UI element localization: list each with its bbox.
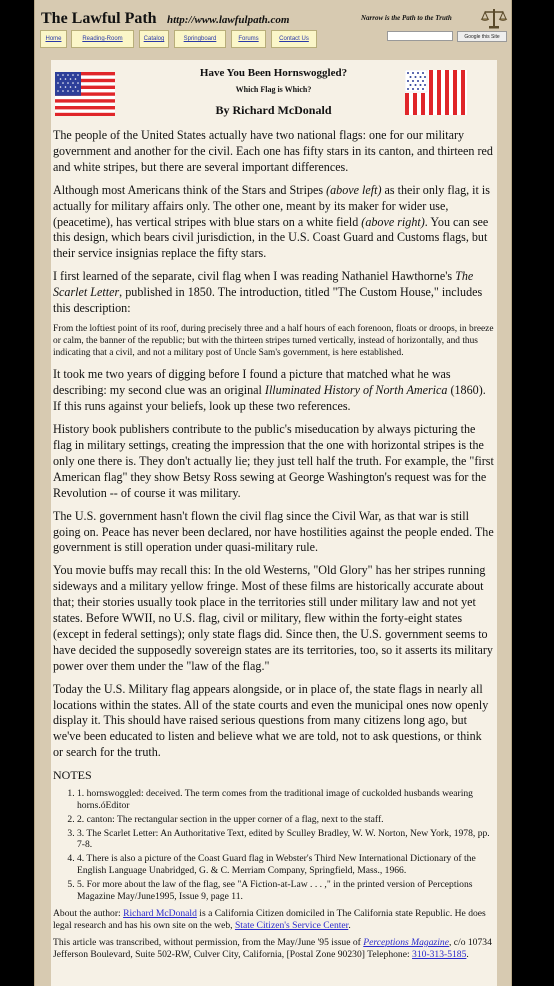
note-item: 2. 2. canton: The rectangular section in the upper corner of a flag, next to the staff. <box>77 814 494 826</box>
paragraph: The people of the United States actually have two national flags: one for our military government and another for the civil. Each one has fifty stars in its canton, and thirteen red and white stripes, but there are several important differences. <box>53 128 493 174</box>
text-run: , c/o 10734 Jefferson Boulevard, Suite 502-RW, Culver City, California, [Postal Zone 90230] Telephone: <box>53 936 492 960</box>
text-run: (1860). If this runs against your beliefs, look up these two references. <box>53 383 486 414</box>
book-title: The Scarlet Letter <box>53 269 474 300</box>
paragraph <box>53 367 494 415</box>
text-run: . <box>348 920 351 932</box>
site-url: http://www.lawfulpath.com <box>167 14 290 26</box>
text-run: It took me two years of digging before I found a picture that matched what he was describing: my second clue was an original <box>53 367 451 398</box>
paragraph <box>53 269 494 317</box>
text-run: (above right) <box>361 214 425 229</box>
nav-home[interactable]: Home <box>40 30 67 48</box>
book-title: Illuminated History of North America <box>264 383 448 398</box>
phone-link[interactable]: 310-313-5185 <box>412 948 467 960</box>
site-title[interactable]: The Lawful Path <box>41 10 157 27</box>
note-item: 5. 5. For more about the law of the flag, see "A Fiction-at-Law . . . ," in the printed version of Perceptions Magazine May/June1995, Issue 9, page 11. <box>77 879 494 903</box>
about-author <box>53 908 494 932</box>
text-run: This article was transcribed, without permission, from the May/June '95 issue of <box>53 936 364 948</box>
transcription-note <box>53 937 494 961</box>
service-center-link[interactable]: State Citizen's Service Center <box>234 920 349 932</box>
text-run: as their only flag, it is actually for military affairs only. The other one, meant by its maker for wider use, (peacetime), has vertical stripes with blue stars on a white field <box>53 182 490 229</box>
notes-list <box>53 788 494 902</box>
text-run: is a California Citizen domiciled in The California state Republic. He does legal research and has his own site on the web, <box>53 908 486 932</box>
text-run: About the author: <box>53 908 124 920</box>
nav-reading-room[interactable]: Reading-Room <box>71 30 134 48</box>
nav-springboard[interactable]: Springboard <box>174 30 226 48</box>
text-run: . You can see this design, which bears civil jurisdiction, in the U.S. Coast Guard and Customs flags, but their service insignias replace the fifty stars. <box>53 214 489 261</box>
nav-forums[interactable]: Forums <box>231 30 266 48</box>
nav-contact-us[interactable]: Contact Us <box>271 30 317 48</box>
page-frame <box>34 0 512 986</box>
blockquote: From the loftiest point of its roof, during precisely three and a half hours of each forenoon, floats or droops, in breeze or calm, the banner of the republic; but with the thirteen stripes turned vertically, instead of horizontally, and thus indicating that a civil, and not a military post of Uncle Sam's government, is here established. <box>53 323 494 358</box>
paragraph <box>53 183 494 263</box>
article-content <box>51 60 497 986</box>
paragraph: History book publishers contribute to the public's miseducation by always picturing the flag in military settings, creating the impression that the one with horizontal stripes is the only one there is. They don't actually lie; they just tell half the truth. For example, the "first American flag" they show Betsy Ross sewing at George Washington's request was for the Revolution -- of course it was military. <box>53 422 494 500</box>
text-run: I first learned of the separate, civil flag when I was reading Nathaniel Hawthorne's <box>53 269 456 284</box>
article-byline: By Richard McDonald <box>215 103 332 117</box>
paragraph: The U.S. government hasn't flown the civil flag since the Civil War, as that war is still going on. Peace has never been declared, nor have hostilities against the people ended. The government is still operation under quasi-military rule. <box>53 508 494 555</box>
article-subtitle: Which Flag is Which? <box>235 85 312 94</box>
note-item: 3. 3. The Scarlet Letter: An Authoritative Text, edited by Sculley Bradley, W. W. Norton, New York, 1978, pp. 7-8. <box>77 828 494 852</box>
us-civil-flag-image <box>405 70 467 115</box>
notes-heading: NOTES <box>53 768 92 783</box>
nav-catalog[interactable]: Catalog <box>139 30 169 48</box>
search-input[interactable] <box>387 31 453 41</box>
note-item: 1. 1. hornswoggled: deceived. The term comes from the traditional image of cuckolded husbands wearing horns.óEditor <box>77 788 494 812</box>
text-run: Although most Americans think of the Stars and Stripes <box>53 182 327 197</box>
us-military-flag-image <box>55 72 115 116</box>
paragraph: Today the U.S. Military flag appears alongside, or in place of, the state flags in nearly all locations within the states. All of the state courts and even the municipal ones now openly display it. This should have raised serious questions from many citizens long ago, but we've been educated to listen and believe what we are told, not to ask questions, or think or search for the truth. <box>53 681 489 760</box>
text-run: , published in 1850. The introduction, titled "The Custom House," includes this description: <box>53 285 483 316</box>
text-run: (above left) <box>326 182 382 197</box>
paragraph: You movie buffs may recall this: In the old Westerns, "Old Glory" has her stripes running sideways and a military yellow fringe. Most of these films are historically accurate about that; their stories usually took place in the territories still under military law and not yet states. Before WWII, no U.S. flag, civil or military, flew within the forty-eight states (except in federal settings); only state flags did. Since then, the U.S. government seems to have decided the supposedly sovereign states are its territories, too, so it asserts its military power over them under the "law of the flag." <box>53 563 493 673</box>
author-link[interactable]: Richard McDonald <box>123 908 197 920</box>
article-title: Have You Been Hornswoggled? <box>199 67 348 79</box>
magazine-link[interactable]: Perceptions Magazine <box>363 936 449 948</box>
scales-of-justice-icon <box>479 7 509 29</box>
note-item: 4. 4. There is also a picture of the Coast Guard flag in Webster's Third New International Dictionary of the English Language Unabridged, G. & C. Merriam Company, Springfield, Mass., 1966. <box>77 853 494 877</box>
site-tagline: Narrow is the Path to the Truth <box>361 14 452 22</box>
text-run: . <box>466 948 469 960</box>
google-search-button[interactable]: Google this Site <box>457 31 507 42</box>
